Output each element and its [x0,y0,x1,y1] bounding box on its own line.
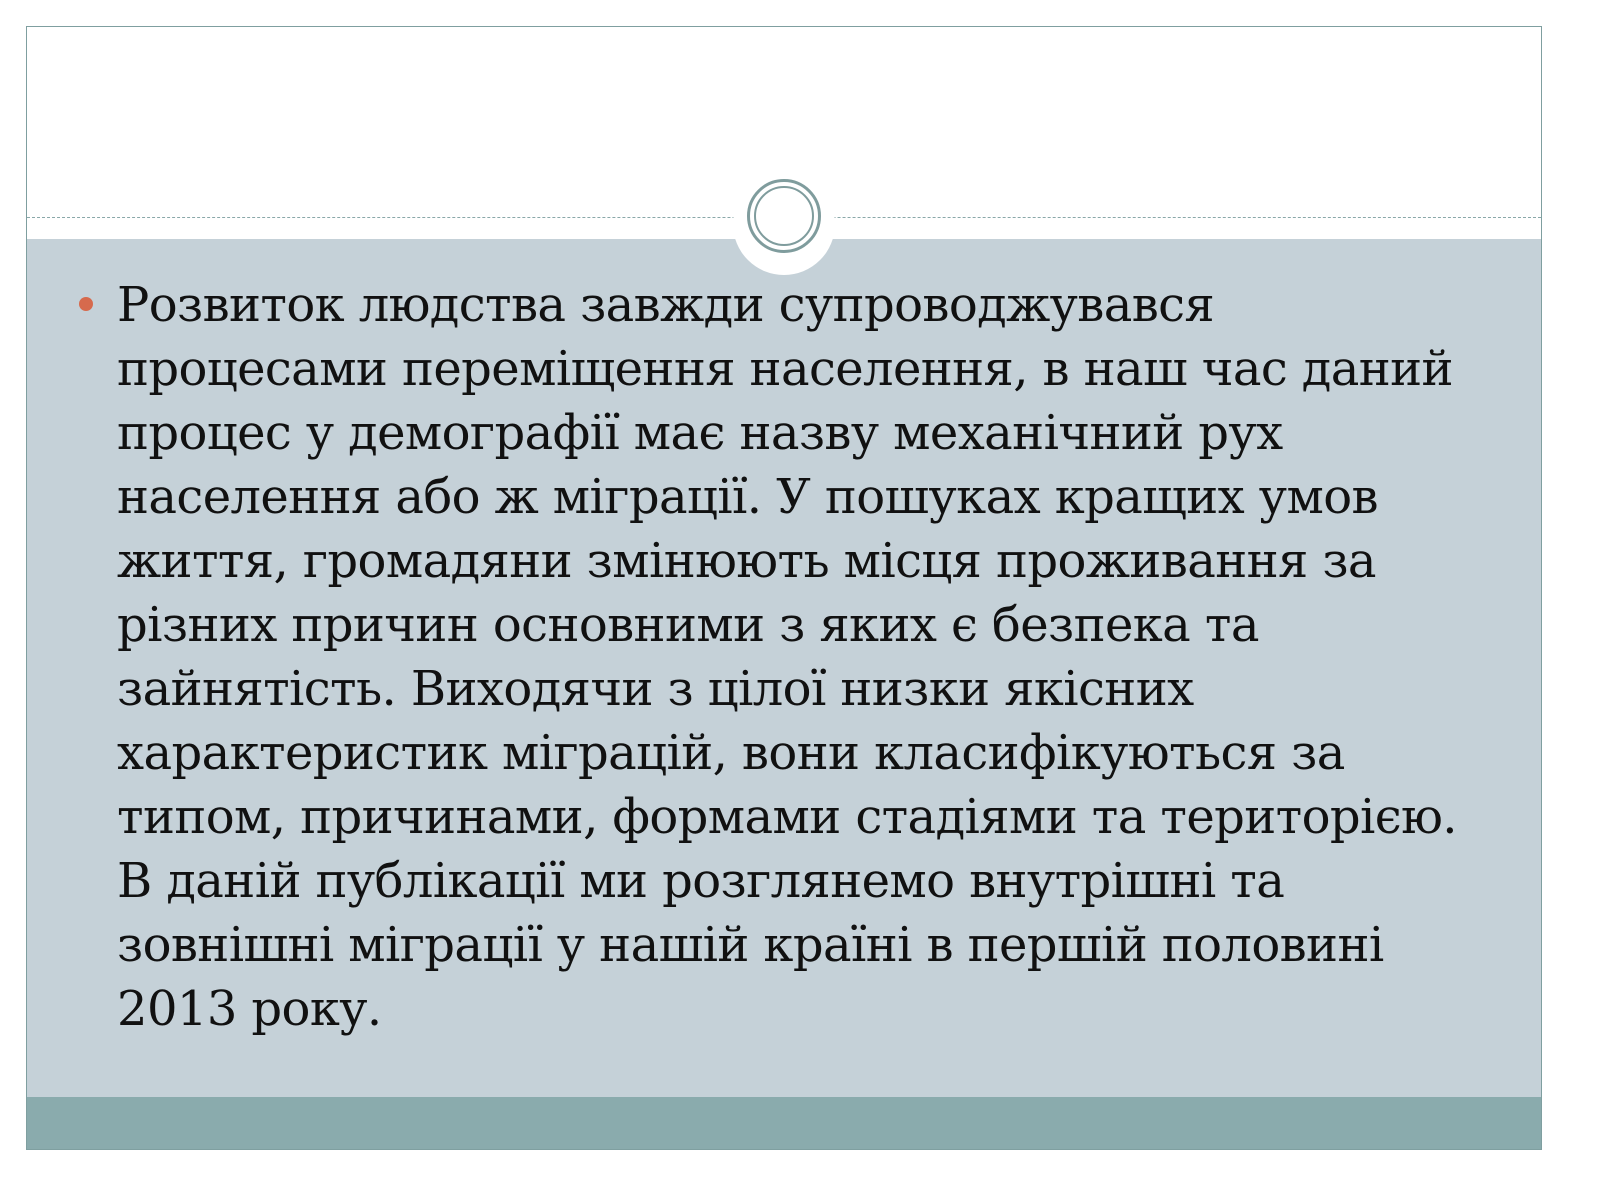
slide [26,26,1542,1150]
bullet-list [77,273,1497,1041]
bullet-dot-icon [79,297,93,311]
bullet-text: Розвиток людства завжди супроводжувався процесами переміщення населення, в наш час даний процес у демографії має назву механічний рух населення або ж міграції. У пошуках кращих умов життя, громадяни змінюють місця проживання за різних причин основними з яких є безпека та зайнятість. Виходячи з цілої низки якісних характеристик міграцій, вони класифікуються за типом, причинами, формами стадіями та територією. В даній публікації ми розглянемо внутрішні та зовнішні міграції у нашій країні в першій половині 2013 року. [117,277,1457,1037]
circle-ornament [733,173,835,275]
circle-ornament-ring [747,179,821,253]
circle-ornament-inner-ring [754,186,814,246]
bullet-item [77,273,1497,1041]
footer-band [27,1097,1541,1150]
